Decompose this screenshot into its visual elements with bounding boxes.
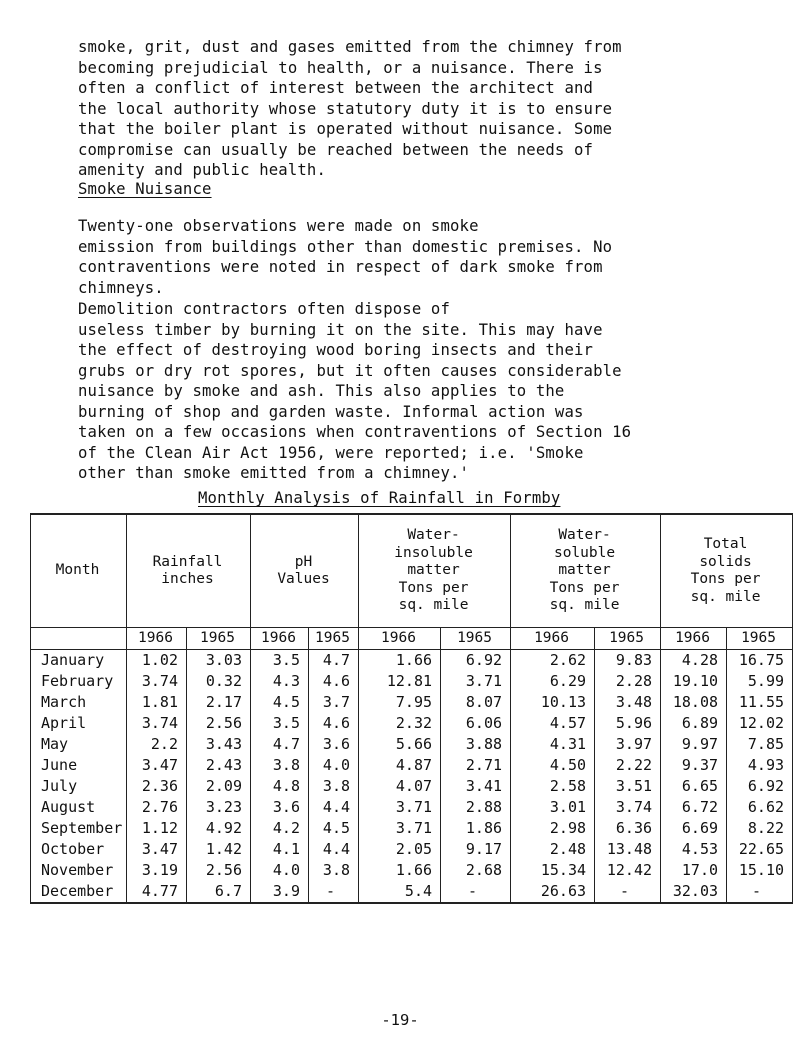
- month-spacer-cell: [31, 628, 127, 650]
- value-cell: 3.9: [251, 881, 309, 903]
- value-cell: 3.5: [251, 650, 309, 672]
- year-cell: 1966: [661, 628, 727, 650]
- month-cell: January: [31, 650, 127, 672]
- demolition-paragraph: Demolition contractors often dispose of useless timber by burning it on the site. This may have the effect of destroying wood boring insects and their grubs or dry rot spores, but it often causes considerable nuisance by smoke and ash. This also applies to the burning of shop and garden waste. Informal action was taken on a few occasions when contraventions of Section 16 of the Clean Air Act 1956, were reported; i.e. 'Smoke other than smoke emitted from a chimney.': [78, 300, 632, 482]
- year-cell: 1965: [309, 628, 359, 650]
- month-cell: October: [31, 839, 127, 860]
- value-cell: 4.07: [359, 776, 441, 797]
- value-cell: 1.12: [127, 818, 187, 839]
- year-cell: 1966: [251, 628, 309, 650]
- value-cell: 3.8: [251, 755, 309, 776]
- table-row: [31, 881, 793, 903]
- value-cell: 3.47: [127, 839, 187, 860]
- value-cell: 8.07: [441, 692, 511, 713]
- page-number: -19-: [381, 1011, 419, 1029]
- table-row: [31, 650, 793, 672]
- month-cell: August: [31, 797, 127, 818]
- value-cell: 5.66: [359, 734, 441, 755]
- value-cell: 3.74: [127, 713, 187, 734]
- value-cell: 18.08: [661, 692, 727, 713]
- value-cell: 4.87: [359, 755, 441, 776]
- value-cell: 12.42: [595, 860, 661, 881]
- value-cell: 4.5: [251, 692, 309, 713]
- value-cell: 3.19: [127, 860, 187, 881]
- table-header-row: [31, 514, 793, 628]
- value-cell: 3.71: [359, 818, 441, 839]
- value-cell: 3.8: [309, 860, 359, 881]
- value-cell: 3.6: [309, 734, 359, 755]
- value-cell: 9.17: [441, 839, 511, 860]
- value-cell: 2.05: [359, 839, 441, 860]
- month-cell: May: [31, 734, 127, 755]
- value-cell: 1.02: [127, 650, 187, 672]
- value-cell: 9.83: [595, 650, 661, 672]
- value-cell: 5.4: [359, 881, 441, 903]
- value-cell: 2.32: [359, 713, 441, 734]
- year-cell: 1965: [595, 628, 661, 650]
- value-cell: 1.66: [359, 650, 441, 672]
- value-cell: 3.01: [511, 797, 595, 818]
- year-cell: 1965: [441, 628, 511, 650]
- value-cell: 4.5: [309, 818, 359, 839]
- value-cell: 1.86: [441, 818, 511, 839]
- table-row: [31, 755, 793, 776]
- table-row: [31, 671, 793, 692]
- value-cell: 11.55: [727, 692, 793, 713]
- ph-column-header: pH Values: [251, 514, 359, 628]
- value-cell: 2.56: [187, 713, 251, 734]
- value-cell: 3.97: [595, 734, 661, 755]
- value-cell: 2.28: [595, 671, 661, 692]
- value-cell: 15.34: [511, 860, 595, 881]
- table-row: [31, 692, 793, 713]
- year-cell: 1965: [727, 628, 793, 650]
- value-cell: 1.81: [127, 692, 187, 713]
- value-cell: 2.56: [187, 860, 251, 881]
- value-cell: 2.88: [441, 797, 511, 818]
- value-cell: 1.42: [187, 839, 251, 860]
- value-cell: -: [309, 881, 359, 903]
- value-cell: 3.71: [359, 797, 441, 818]
- value-cell: 2.48: [511, 839, 595, 860]
- value-cell: 4.8: [251, 776, 309, 797]
- value-cell: 2.98: [511, 818, 595, 839]
- value-cell: 2.09: [187, 776, 251, 797]
- table-row: [31, 860, 793, 881]
- value-cell: -: [727, 881, 793, 903]
- value-cell: 4.57: [511, 713, 595, 734]
- table-row: [31, 818, 793, 839]
- total-solids-column-header: Total solids Tons per sq. mile: [661, 514, 793, 628]
- value-cell: 6.36: [595, 818, 661, 839]
- value-cell: 9.97: [661, 734, 727, 755]
- value-cell: 3.71: [441, 671, 511, 692]
- value-cell: 3.74: [595, 797, 661, 818]
- value-cell: 4.92: [187, 818, 251, 839]
- month-cell: February: [31, 671, 127, 692]
- value-cell: 3.6: [251, 797, 309, 818]
- value-cell: 3.41: [441, 776, 511, 797]
- value-cell: -: [595, 881, 661, 903]
- value-cell: 4.6: [309, 713, 359, 734]
- value-cell: 4.7: [309, 650, 359, 672]
- value-cell: 7.85: [727, 734, 793, 755]
- year-cell: 1966: [127, 628, 187, 650]
- value-cell: 16.75: [727, 650, 793, 672]
- month-column-header: Month: [31, 514, 127, 628]
- value-cell: 19.10: [661, 671, 727, 692]
- value-cell: 6.89: [661, 713, 727, 734]
- month-cell: November: [31, 860, 127, 881]
- value-cell: 2.62: [511, 650, 595, 672]
- value-cell: 4.3: [251, 671, 309, 692]
- value-cell: 2.17: [187, 692, 251, 713]
- value-cell: 0.32: [187, 671, 251, 692]
- value-cell: 2.43: [187, 755, 251, 776]
- value-cell: 3.47: [127, 755, 187, 776]
- value-cell: 4.53: [661, 839, 727, 860]
- month-cell: June: [31, 755, 127, 776]
- value-cell: 12.81: [359, 671, 441, 692]
- value-cell: 7.95: [359, 692, 441, 713]
- value-cell: 6.06: [441, 713, 511, 734]
- value-cell: 6.29: [511, 671, 595, 692]
- value-cell: 6.72: [661, 797, 727, 818]
- value-cell: 4.1: [251, 839, 309, 860]
- value-cell: 6.62: [727, 797, 793, 818]
- month-cell: July: [31, 776, 127, 797]
- value-cell: 2.2: [127, 734, 187, 755]
- year-cell: 1965: [187, 628, 251, 650]
- month-cell: September: [31, 818, 127, 839]
- value-cell: 4.31: [511, 734, 595, 755]
- value-cell: 15.10: [727, 860, 793, 881]
- value-cell: 2.22: [595, 755, 661, 776]
- value-cell: 3.48: [595, 692, 661, 713]
- table-row: [31, 734, 793, 755]
- year-cell: 1966: [511, 628, 595, 650]
- table-row: [31, 839, 793, 860]
- value-cell: 4.77: [127, 881, 187, 903]
- value-cell: 22.65: [727, 839, 793, 860]
- month-cell: April: [31, 713, 127, 734]
- value-cell: 6.69: [661, 818, 727, 839]
- observations-paragraph: Twenty-one observations were made on smoke emission from buildings other than domestic premises. No contraventions were noted in respect of dark smoke from chimneys.: [78, 217, 613, 297]
- rainfall-analysis-heading: Monthly Analysis of Rainfall in Formby: [198, 489, 561, 507]
- value-cell: 2.68: [441, 860, 511, 881]
- value-cell: 2.71: [441, 755, 511, 776]
- value-cell: 6.7: [187, 881, 251, 903]
- rainfall-table: [30, 513, 793, 904]
- value-cell: 6.65: [661, 776, 727, 797]
- value-cell: 5.96: [595, 713, 661, 734]
- value-cell: 4.7: [251, 734, 309, 755]
- value-cell: 4.4: [309, 839, 359, 860]
- value-cell: 17.0: [661, 860, 727, 881]
- table-row: [31, 797, 793, 818]
- value-cell: 3.88: [441, 734, 511, 755]
- value-cell: 2.36: [127, 776, 187, 797]
- value-cell: 3.43: [187, 734, 251, 755]
- value-cell: 10.13: [511, 692, 595, 713]
- value-cell: 1.66: [359, 860, 441, 881]
- value-cell: 4.50: [511, 755, 595, 776]
- value-cell: 4.4: [309, 797, 359, 818]
- value-cell: 4.2: [251, 818, 309, 839]
- smoke-nuisance-heading: Smoke Nuisance: [78, 180, 212, 198]
- value-cell: 3.5: [251, 713, 309, 734]
- value-cell: 9.37: [661, 755, 727, 776]
- value-cell: 3.23: [187, 797, 251, 818]
- value-cell: 3.7: [309, 692, 359, 713]
- value-cell: 2.76: [127, 797, 187, 818]
- value-cell: 3.03: [187, 650, 251, 672]
- value-cell: 32.03: [661, 881, 727, 903]
- value-cell: 6.92: [727, 776, 793, 797]
- value-cell: 2.58: [511, 776, 595, 797]
- value-cell: 3.74: [127, 671, 187, 692]
- value-cell: 4.6: [309, 671, 359, 692]
- year-cell: 1966: [359, 628, 441, 650]
- value-cell: 3.51: [595, 776, 661, 797]
- table-row: [31, 713, 793, 734]
- month-cell: December: [31, 881, 127, 903]
- value-cell: 5.99: [727, 671, 793, 692]
- value-cell: -: [441, 881, 511, 903]
- value-cell: 26.63: [511, 881, 595, 903]
- soluble-column-header: Water- soluble matter Tons per sq. mile: [511, 514, 661, 628]
- value-cell: 8.22: [727, 818, 793, 839]
- year-header-row: [31, 628, 793, 650]
- value-cell: 13.48: [595, 839, 661, 860]
- table-body: [31, 650, 793, 904]
- intro-paragraph: smoke, grit, dust and gases emitted from the chimney from becoming prejudicial to health, or a nuisance. There is often a conflict of interest between the architect and the local authority whose statutory duty it is to ensure that the boiler plant is operated without nuisance. Some compromise can usually be reached between the needs of amenity and public health.: [78, 38, 622, 179]
- value-cell: 4.28: [661, 650, 727, 672]
- rainfall-column-header: Rainfall inches: [127, 514, 251, 628]
- value-cell: 4.93: [727, 755, 793, 776]
- value-cell: 6.92: [441, 650, 511, 672]
- value-cell: 3.8: [309, 776, 359, 797]
- table-row: [31, 776, 793, 797]
- month-cell: March: [31, 692, 127, 713]
- value-cell: 4.0: [309, 755, 359, 776]
- insoluble-column-header: Water- insoluble matter Tons per sq. mile: [359, 514, 511, 628]
- value-cell: 12.02: [727, 713, 793, 734]
- value-cell: 4.0: [251, 860, 309, 881]
